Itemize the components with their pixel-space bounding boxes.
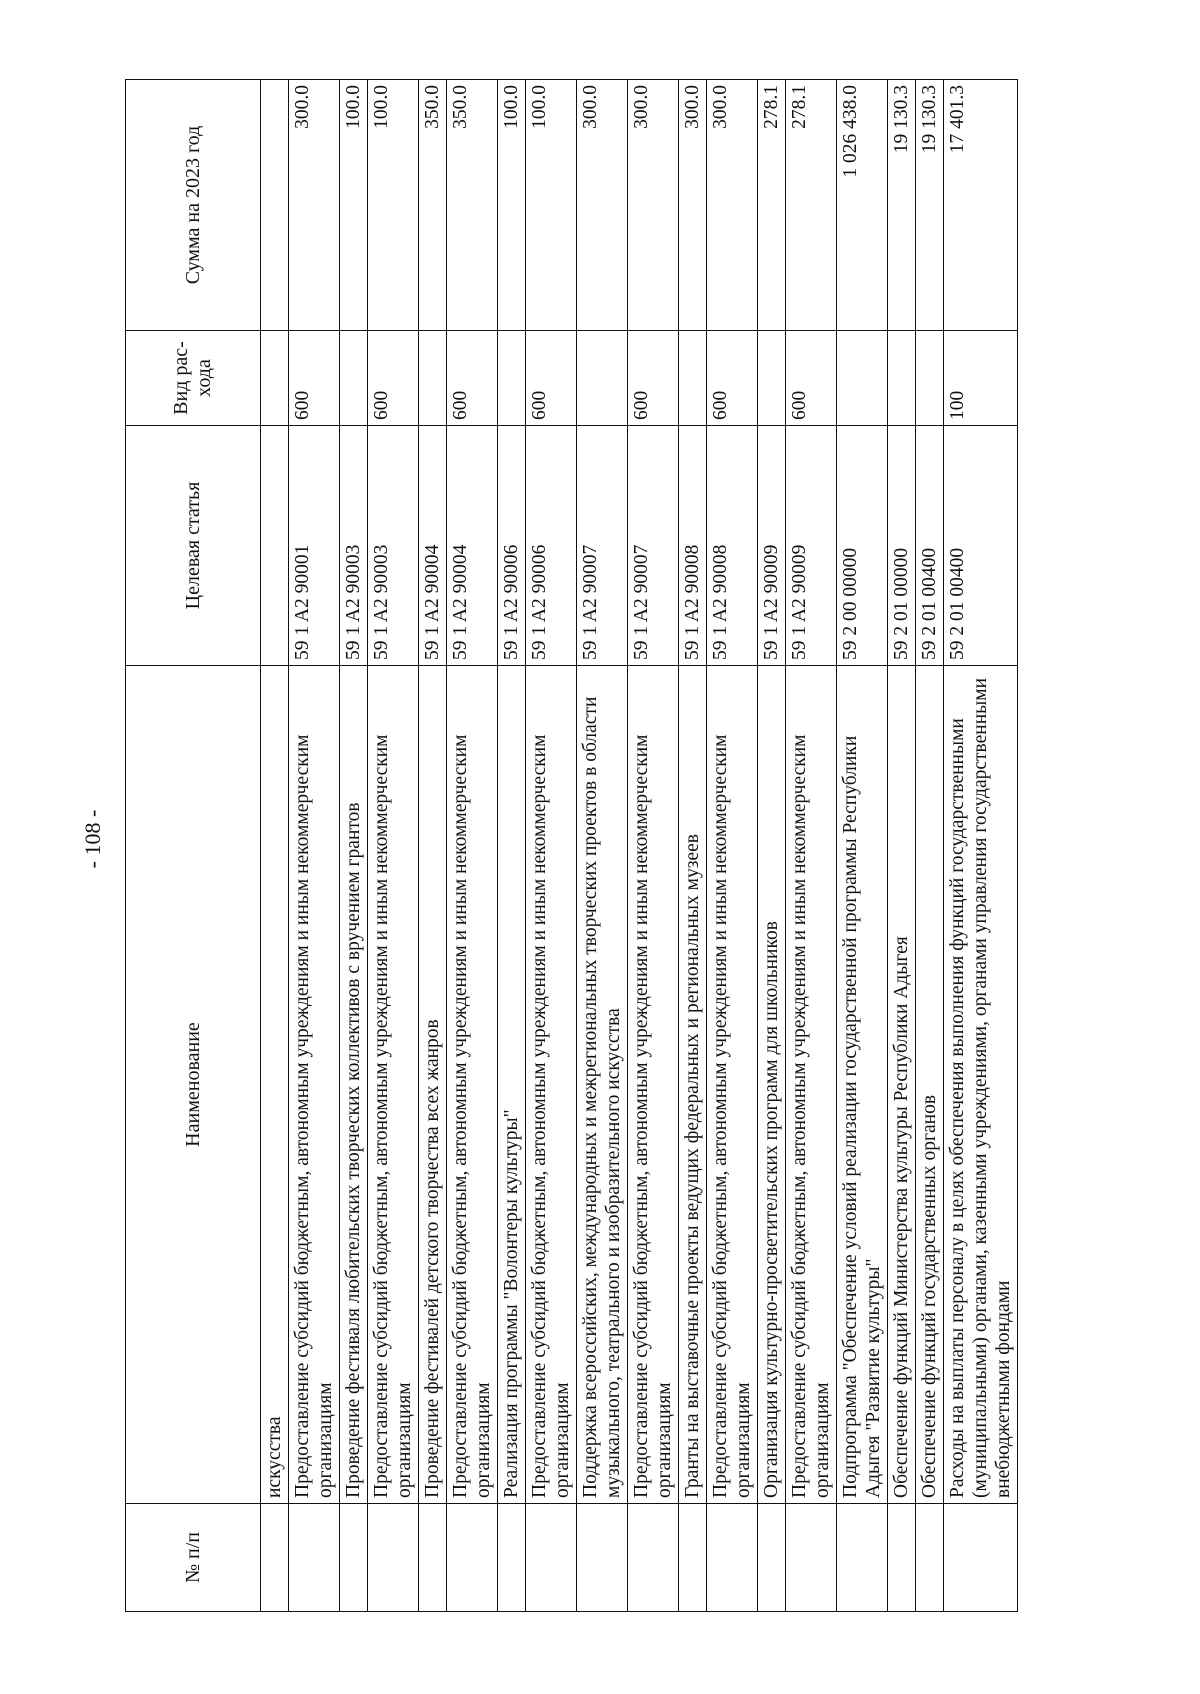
row-name-cell: Предоставление субсидий бюджетным, автономным учреждениям и иным некоммерческим организациям	[289, 666, 340, 1504]
row-amount-cell: 19 130.3	[888, 80, 916, 331]
row-num-cell	[368, 1504, 419, 1612]
row-kind-cell	[837, 331, 888, 426]
header-name: Наименование	[126, 666, 261, 1504]
table-row	[707, 80, 758, 1612]
table-row	[261, 80, 289, 1612]
table-row	[419, 80, 447, 1612]
row-amount-cell: 17 401.3	[944, 80, 1018, 331]
row-num-cell	[628, 1504, 679, 1612]
row-name-cell: Проведение фестиваля любительских творческих коллективов с вручением грантов	[340, 666, 368, 1504]
row-name-cell: Обеспечение функций Министерства культуры Республики Адыгея	[888, 666, 916, 1504]
row-name-cell: Поддержка всероссийских, международных и межрегиональных творческих проектов в области музыкального, театрального и изобразительного искусства	[577, 666, 628, 1504]
row-num-cell	[837, 1504, 888, 1612]
row-code-cell: 59 1 A2 90003	[368, 426, 419, 666]
row-name-cell: Предоставление субсидий бюджетным, автономным учреждениям и иным некоммерческим организациям	[628, 666, 679, 1504]
table-row	[679, 80, 707, 1612]
row-amount-cell: 300.0	[679, 80, 707, 331]
header-code: Целевая статья	[126, 426, 261, 666]
page-number: - 108 -	[80, 809, 105, 869]
row-kind-cell	[261, 331, 289, 426]
row-name-cell: Проведение фестивалей детского творчества всех жанров	[419, 666, 447, 1504]
table-row	[340, 80, 368, 1612]
row-amount-cell: 350.0	[447, 80, 498, 331]
row-kind-cell	[758, 331, 786, 426]
row-code-cell: 59 1 A2 90009	[786, 426, 837, 666]
row-amount-cell: 300.0	[577, 80, 628, 331]
table-row	[368, 80, 419, 1612]
row-kind-cell: 600	[786, 331, 837, 426]
table-body	[261, 80, 1018, 1612]
row-code-cell: 59 1 A2 90009	[758, 426, 786, 666]
row-code-cell: 59 1 A2 90006	[526, 426, 577, 666]
table-row	[837, 80, 888, 1612]
row-code-cell: 59 2 01 00400	[944, 426, 1018, 666]
row-num-cell	[419, 1504, 447, 1612]
row-code-cell: 59 1 A2 90006	[498, 426, 526, 666]
row-amount-cell: 300.0	[289, 80, 340, 331]
row-num-cell	[944, 1504, 1018, 1612]
row-num-cell	[679, 1504, 707, 1612]
row-kind-cell: 600	[289, 331, 340, 426]
row-name-cell: Гранты на выставочные проекты ведущих федеральных и региональных музеев	[679, 666, 707, 1504]
row-num-cell	[340, 1504, 368, 1612]
header-row	[126, 80, 261, 1612]
table-row	[786, 80, 837, 1612]
row-kind-cell: 600	[707, 331, 758, 426]
row-num-cell	[261, 1504, 289, 1612]
row-name-cell: Обеспечение функций государственных органов	[916, 666, 944, 1504]
row-name-cell: Расходы на выплаты персоналу в целях обеспечения выполнения функций государственными (муниципальными) органами, казенными учреждениями, органами управления государственными внебюджетными фондами	[944, 666, 1018, 1504]
row-code-cell: 59 1 A2 90001	[289, 426, 340, 666]
row-num-cell	[758, 1504, 786, 1612]
row-code-cell	[261, 426, 289, 666]
table-row	[289, 80, 340, 1612]
row-name-cell: Предоставление субсидий бюджетным, автономным учреждениям и иным некоммерческим организациям	[368, 666, 419, 1504]
row-code-cell: 59 1 A2 90007	[628, 426, 679, 666]
row-kind-cell: 600	[447, 331, 498, 426]
row-kind-cell: 100	[944, 331, 1018, 426]
row-kind-cell	[498, 331, 526, 426]
row-amount-cell: 100.0	[340, 80, 368, 331]
row-code-cell: 59 1 A2 90008	[679, 426, 707, 666]
row-amount-cell: 278.1	[758, 80, 786, 331]
row-kind-cell	[916, 331, 944, 426]
row-code-cell: 59 1 A2 90008	[707, 426, 758, 666]
row-name-cell: Реализация программы "Волонтеры культуры"	[498, 666, 526, 1504]
row-code-cell: 59 1 A2 90004	[419, 426, 447, 666]
row-amount-cell: 350.0	[419, 80, 447, 331]
row-name-cell: Подпрограмма "Обеспечение условий реализации государственной программы Республики Адыгея "Развитие культуры"	[837, 666, 888, 1504]
row-amount-cell: 1 026 438.0	[837, 80, 888, 331]
table-row	[888, 80, 916, 1612]
row-name-cell: Предоставление субсидий бюджетным, автономным учреждениям и иным некоммерческим организациям	[786, 666, 837, 1504]
row-code-cell: 59 1 A2 90004	[447, 426, 498, 666]
row-name-cell: Организация культурно-просветительских программ для школьников	[758, 666, 786, 1504]
row-name-cell: Предоставление субсидий бюджетным, автономным учреждениям и иным некоммерческим организациям	[526, 666, 577, 1504]
table-row	[916, 80, 944, 1612]
row-amount-cell: 100.0	[526, 80, 577, 331]
row-kind-cell: 600	[368, 331, 419, 426]
table-row	[944, 80, 1018, 1612]
row-amount-cell: 300.0	[628, 80, 679, 331]
table-row	[526, 80, 577, 1612]
row-amount-cell: 278.1	[786, 80, 837, 331]
row-kind-cell	[577, 331, 628, 426]
row-amount-cell: 100.0	[368, 80, 419, 331]
row-name-cell: искусства	[261, 666, 289, 1504]
row-amount-cell	[261, 80, 289, 331]
header-kind: Вид рас-хода	[126, 331, 261, 426]
row-amount-cell: 100.0	[498, 80, 526, 331]
table-row	[498, 80, 526, 1612]
row-kind-cell	[419, 331, 447, 426]
row-num-cell	[498, 1504, 526, 1612]
row-num-cell	[526, 1504, 577, 1612]
row-kind-cell	[679, 331, 707, 426]
row-kind-cell	[340, 331, 368, 426]
row-code-cell: 59 2 01 00000	[888, 426, 916, 666]
row-kind-cell	[888, 331, 916, 426]
row-code-cell: 59 2 01 00400	[916, 426, 944, 666]
row-amount-cell: 300.0	[707, 80, 758, 331]
table-row	[577, 80, 628, 1612]
row-code-cell: 59 1 A2 90007	[577, 426, 628, 666]
table-row	[447, 80, 498, 1612]
header-amount: Сумма на 2023 год	[126, 80, 261, 331]
row-code-cell: 59 1 A2 90003	[340, 426, 368, 666]
row-kind-cell: 600	[628, 331, 679, 426]
table-row	[758, 80, 786, 1612]
table-row	[628, 80, 679, 1612]
row-name-cell: Предоставление субсидий бюджетным, автономным учреждениям и иным некоммерческим организациям	[447, 666, 498, 1504]
row-code-cell: 59 2 00 00000	[837, 426, 888, 666]
row-amount-cell: 19 130.3	[916, 80, 944, 331]
row-num-cell	[447, 1504, 498, 1612]
budget-table	[125, 79, 1018, 1612]
row-num-cell	[888, 1504, 916, 1612]
table-header	[126, 80, 261, 1612]
row-num-cell	[916, 1504, 944, 1612]
row-kind-cell: 600	[526, 331, 577, 426]
row-name-cell: Предоставление субсидий бюджетным, автономным учреждениям и иным некоммерческим организациям	[707, 666, 758, 1504]
row-num-cell	[289, 1504, 340, 1612]
row-num-cell	[577, 1504, 628, 1612]
row-num-cell	[707, 1504, 758, 1612]
header-num: № п/п	[126, 1504, 261, 1612]
row-num-cell	[786, 1504, 837, 1612]
